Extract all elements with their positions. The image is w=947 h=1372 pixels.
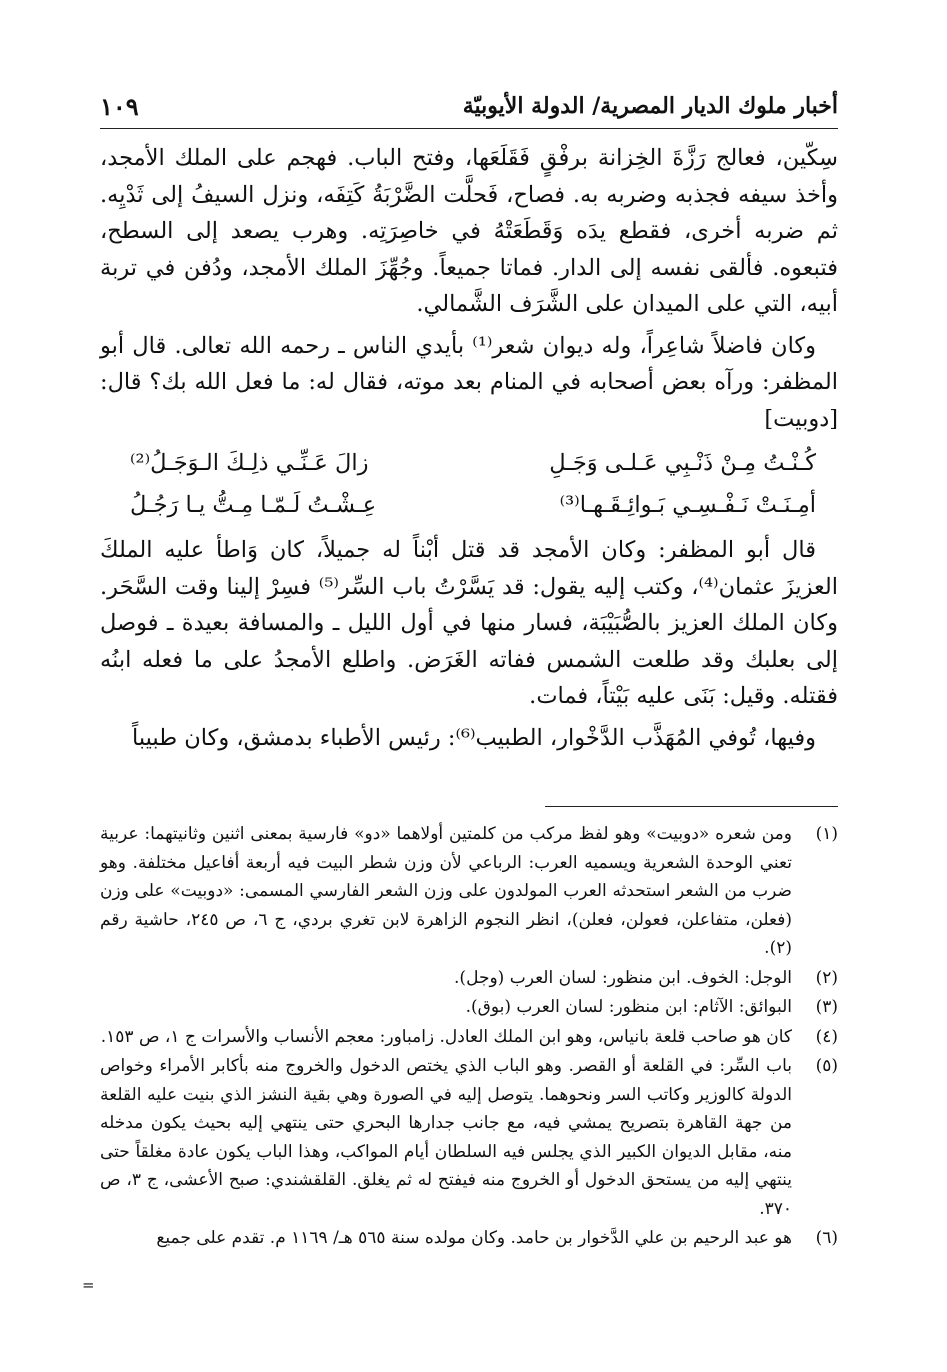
header-title: أخبار ملوك الديار المصرية/ الدولة الأيوبيّة: [462, 93, 838, 119]
verse-2-second-hemistich: عِـشْـتُ لَـمّـا مِـتُّ يـا رَجُـلُ: [130, 492, 377, 518]
running-header: [100, 84, 838, 129]
verse-1-second-hemistich: زالَ عَـنِّـي ذلِـكَ الـوَجَـلُ⁽²⁾: [130, 450, 369, 476]
paragraph-2: وكان فاضلاً شاعِراً، وله ديوان شعر⁽¹⁾ بأيدي الناس ـ رحمه الله تعالى. قال أبو المظفر: ورآه بعض أصحابه في المنام بعد موته، فقال له: ما فعل الله بك؟ قال: [دوبيت]: [100, 332, 838, 432]
footnote-number: (٥): [815, 1056, 838, 1076]
footnotes: [100, 820, 838, 1254]
poem: [100, 442, 838, 526]
main-text: [100, 140, 838, 761]
footnote-4: [100, 1023, 838, 1052]
footnote-text: ومن شعره «دوبيت» وهو لفظ مركب من كلمتين أولاهما «دو» فارسية بمعنى اثنين وثانيتهما: عربية تعني الوحدة الشعرية ويسميه العرب: الرباعي لأن وزن شطر البيت فيه أربعة أفاعيل مختلفة. وهو ضرب من الشعر استحدثه العرب المولدون على وزن الشعر الفارسي المسمى: «دوبيت» على وزن (فعلن، متفاعلن، فعولن، فعلن)، انظر النجوم الزاهرة لابن تغري بردي، ج ٦، ص ٢٤٥، حاشية رقم (٢).: [100, 824, 792, 958]
footnote-number: (١): [815, 824, 838, 844]
continuation-mark: =: [82, 1276, 95, 1294]
footnote-number: (٤): [815, 1026, 838, 1047]
footnote-number: (٦): [815, 1228, 838, 1248]
page-number: ١٠٩: [100, 91, 139, 121]
paragraph-3: قال أبو المظفر: وكان الأمجد قد قتل أبْناً له جميلاً، كان وَاطأ عليه الملكَ العزيزَ عثمان⁽⁴⁾، وكتب إليه يقول: قد يَسَّرْتُ باب السِّر⁽⁵⁾ فسِرْ إلينا وقت السَّحَر. وكان الملك العزيز بالصُّبَيْبَة، فسار منها في أول الليل ـ والمسافة بعيدة ـ فوصل إلى بعلبك وقد طلعت الشمس ففاته الغَرَض. واطلع الأمجدُ على ما فعله ابنُه فقتله. وقيل: بَنَى عليه بَيْتاً، فمات.: [100, 537, 838, 709]
footnote-6: [100, 1224, 838, 1253]
verse-line-1: [100, 442, 838, 484]
footnote-number: (٣): [815, 997, 838, 1017]
footnote-text: البوائق: الآثام: ابن منظور: لسان العرب (بوق).: [465, 997, 792, 1017]
footnote-5: [100, 1052, 838, 1223]
verse-line-2: [100, 484, 838, 526]
footnote-1: [100, 820, 838, 963]
footnote-text: كان هو صاحب قلعة بانياس، وهو ابن الملك العادل. زامباور: معجم الأنساب والأسرات ج ١، ص ١٥٣.: [100, 1026, 792, 1047]
footnote-separator: [545, 806, 838, 807]
paragraph-4: وفيها، تُوفي المُهَذَّب الدَّخْوار، الطبيب⁽⁶⁾: رئيس الأطباء بدمشق، وكان طبيباً: [131, 724, 816, 751]
footnote-text: باب السِّر: في القلعة أو القصر. وهو الباب الذي يختص الدخول والخروج منه بأكابر الأمراء وخواص الدولة كالوزير وكاتب السر ونحوهما. يتوصل إليه في الصورة وهي بقية النشز الذي بنيت عليه القلعة من جهة القاهرة بتصريح يمشي فيه، مع جانب جدارها البحري حتى ينتهي إليه بحيث يكون مدخله منه، مقابل الديوان الكبير الذي يجلس فيه السلطان أيام المواكب، وهذا الباب يكون عادة مغلقاً حتى ينتهي إليه من يستحق الدخول أو الخروج منه فيفتح له ثم يغلق. القلقشندي: صبح الأعشى، ج ٣، ص ٣٧٠.: [100, 1056, 792, 1219]
verse-2-first-hemistich: أمِـنَـتْ نَـفْـسِـي بَـوائِـقَـهـا⁽³⁾: [559, 492, 816, 518]
paragraph-1: سِكّين، فعالج رَزَّةَ الخِزانة برفْقٍ فَقَلَعَها، وفتح الباب. فهجم على الملك الأمجد، وأخذ سيفه فجذبه وضربه به. فصاح، فَحلَّت الضَّرْبَةُ كَتِفَه، ونزل السيفُ إلى ثَدْيِه. ثم ضربه أخرى، فقطع يدَه وَقَطَعَتْهُ في خاصِرَتِه. وهرب يصعد إلى السطح، فتبعوه. فألقى نفسه إلى الدار. فماتا جميعاً. وجُهِّزَ الملك الأمجد، ودُفن في تربة أبيه، التي على الميدان على الشَّرَف الشَّمالي.: [100, 145, 838, 317]
footnote-2: [100, 964, 838, 993]
footnote-3: [100, 993, 838, 1022]
footnote-text: الوجل: الخوف. ابن منظور: لسان العرب (وجل).: [454, 967, 792, 988]
verse-1-first-hemistich: كُـنْـتُ مِـنْ ذَنْـبِي عَـلـى وَجَـلِ: [549, 450, 816, 476]
footnote-number: (٢): [815, 967, 838, 988]
footnote-text: هو عبد الرحيم بن علي الدَّخوار بن حامد. وكان مولده سنة ٥٦٥ هـ/ ١١٦٩ م. تقدم على جميع: [156, 1228, 792, 1248]
